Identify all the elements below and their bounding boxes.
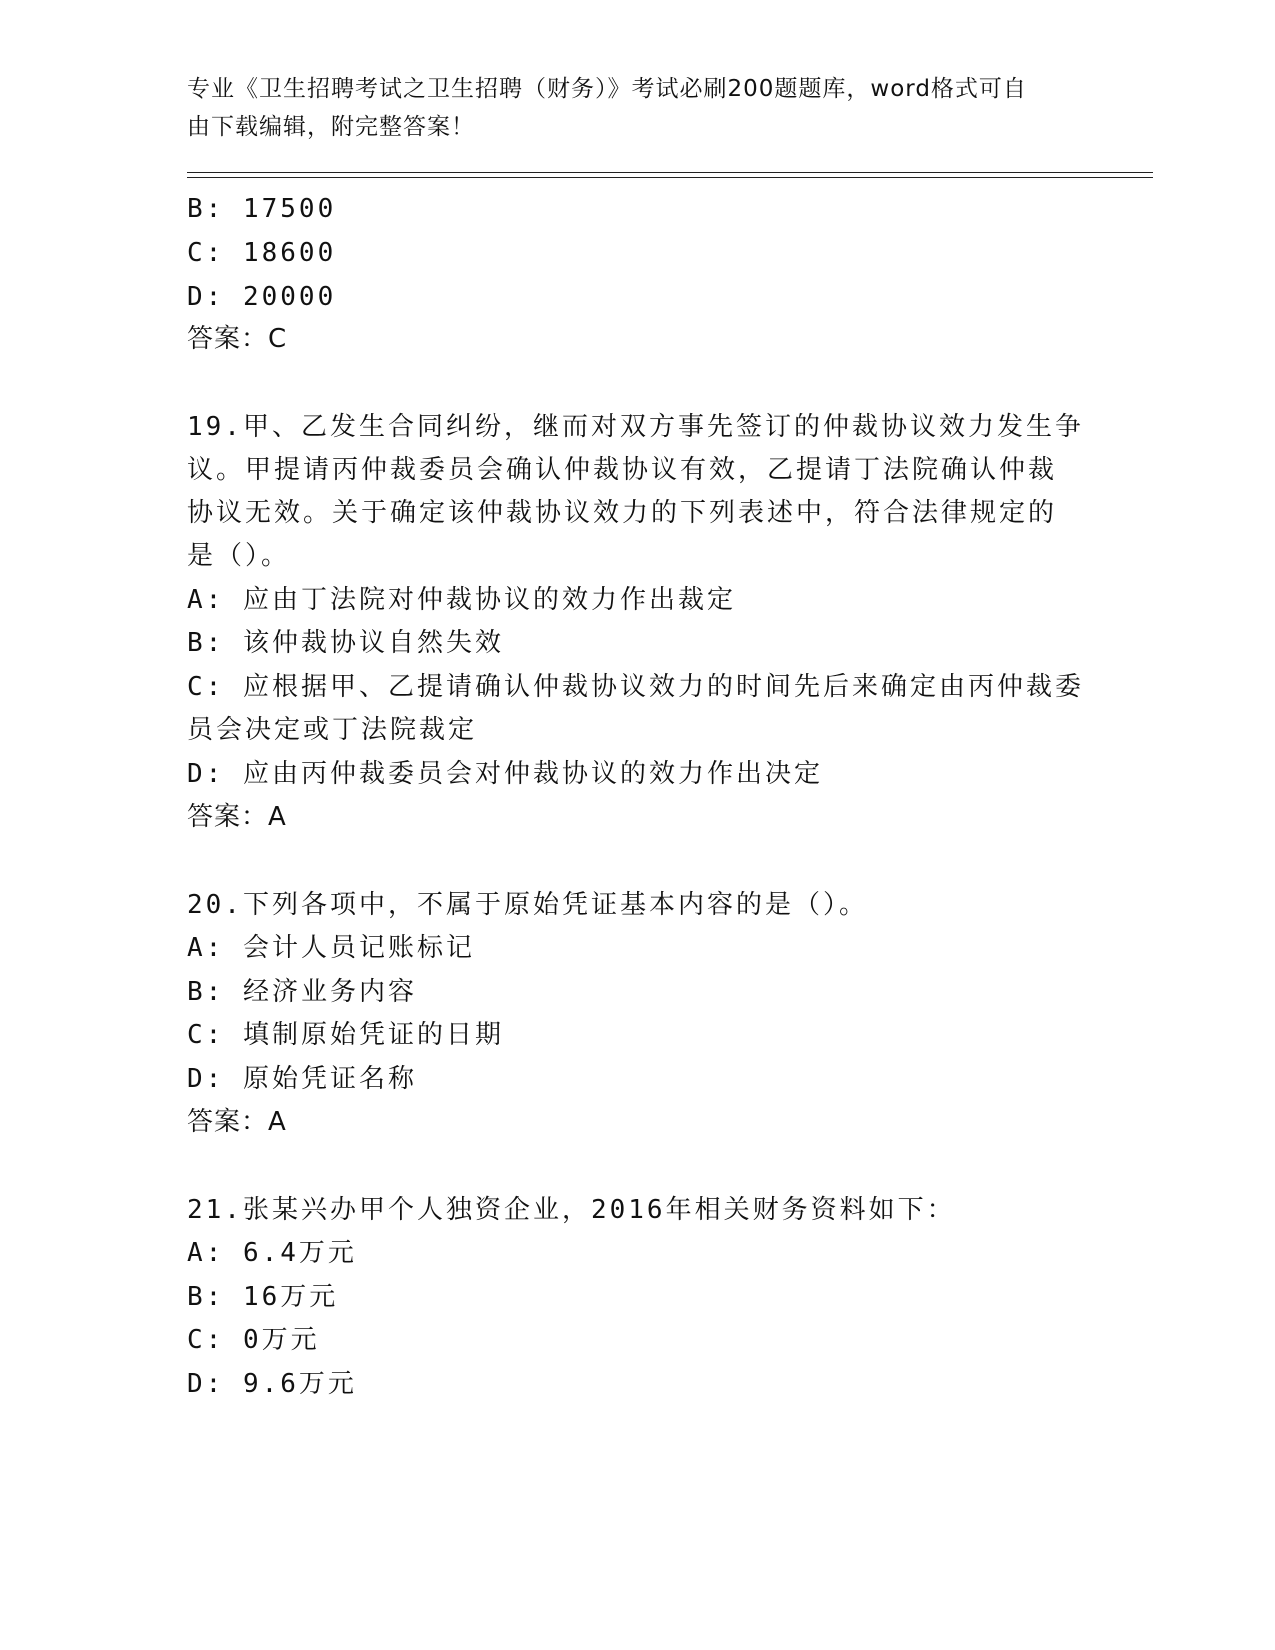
header-line-1: 专业《卫生招聘考试之卫生招聘（财务）》考试必刷200题题库，word格式可自 <box>187 76 1027 102</box>
q20-option-a: A: 会计人员记账标记 <box>187 933 475 963</box>
q21-stem: 21.张某兴办甲个人独资企业，2016年相关财务资料如下： <box>187 1195 956 1225</box>
q19-stem-line-4: 是（）。 <box>187 541 291 571</box>
q19-stem-line-2: 议。甲提请丙仲裁委员会确认仲裁协议有效，乙提请丁法院确认仲裁 <box>187 455 1058 485</box>
document-header <box>187 70 1067 146</box>
q18-answer: 答案：C <box>187 324 288 354</box>
q20-stem: 20.下列各项中，不属于原始凭证基本内容的是（）。 <box>187 890 868 920</box>
q18-option-c: C: 18600 <box>187 238 337 268</box>
q21-option-c: C: 0万元 <box>187 1325 320 1355</box>
q19-option-a: A: 应由丁法院对仲裁协议的效力作出裁定 <box>187 585 736 615</box>
q19-option-b: B: 该仲裁协议自然失效 <box>187 628 504 658</box>
q19-stem-line-3: 协议无效。关于确定该仲裁协议效力的下列表述中，符合法律规定的 <box>187 498 1058 528</box>
q19-option-c-line-1: C: 应根据甲、乙提请确认仲裁协议效力的时间先后来确定由丙仲裁委 <box>187 672 1084 702</box>
q19-option-c-line-2: 员会决定或丁法院裁定 <box>187 715 478 745</box>
q21-option-d: D: 9.6万元 <box>187 1369 357 1399</box>
q20-option-d: D: 原始凭证名称 <box>187 1064 417 1094</box>
q21-option-a: A: 6.4万元 <box>187 1238 357 1268</box>
q19-option-d: D: 应由丙仲裁委员会对仲裁协议的效力作出决定 <box>187 759 823 789</box>
q21-option-b: B: 16万元 <box>187 1282 339 1312</box>
q20-option-c: C: 填制原始凭证的日期 <box>187 1020 504 1050</box>
q20-answer: 答案：A <box>187 1107 287 1137</box>
header-divider-top <box>187 172 1153 173</box>
q19-stem-line-1: 19.甲、乙发生合同纠纷，继而对双方事先签订的仲裁协议效力发生争 <box>187 412 1084 442</box>
q20-option-b: B: 经济业务内容 <box>187 977 417 1007</box>
header-divider-bottom <box>187 177 1153 178</box>
q18-option-d: D: 20000 <box>187 282 337 312</box>
q19-answer: 答案：A <box>187 802 287 832</box>
header-line-2: 由下载编辑，附完整答案！ <box>187 114 475 140</box>
q18-option-b: B: 17500 <box>187 194 337 224</box>
